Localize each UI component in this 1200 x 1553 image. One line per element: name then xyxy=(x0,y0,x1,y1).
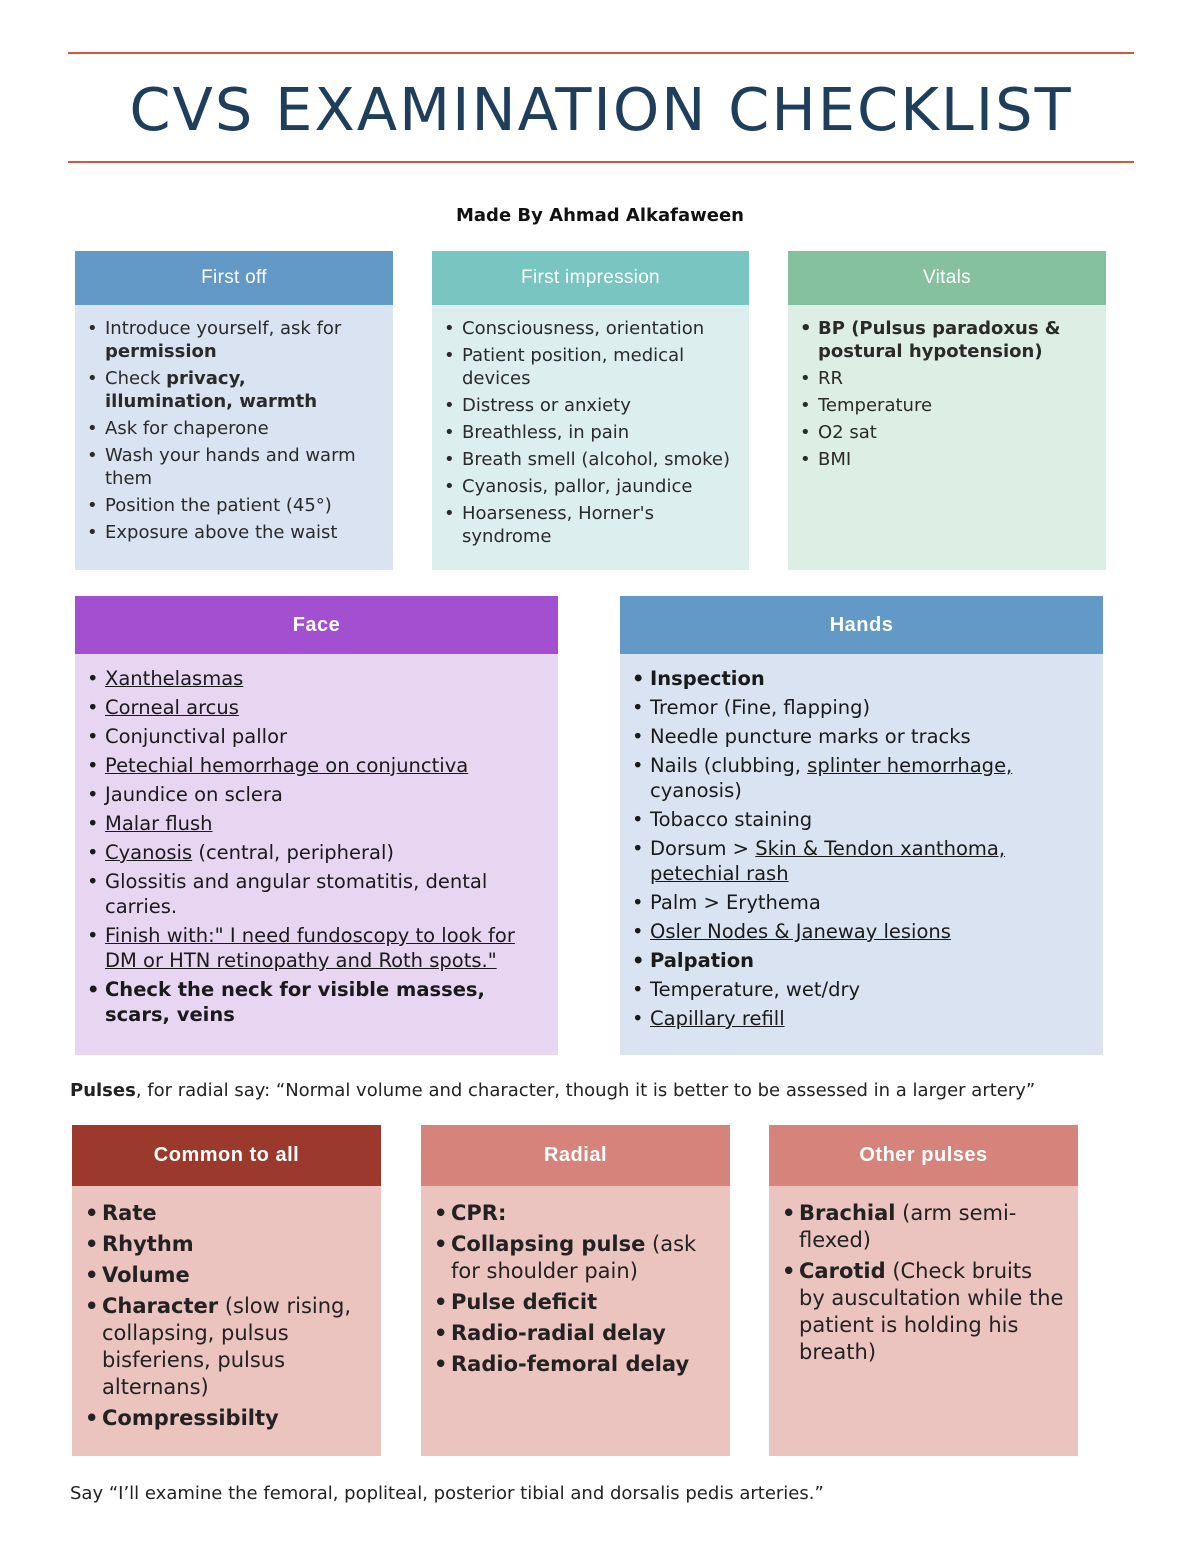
other-pulses-box xyxy=(769,1125,1078,1456)
list-item: • Radio-radial delay xyxy=(451,1320,716,1347)
list-item: • Breathless, in pain xyxy=(462,421,735,444)
first-impression-list xyxy=(432,305,749,548)
list-item: • Dorsum > Skin & Tendon xanthoma, petechial rash xyxy=(650,836,1087,886)
bottom-rule xyxy=(68,161,1134,163)
list-item: • Conjunctival pallor xyxy=(105,724,542,749)
list-item: • Temperature xyxy=(818,394,1092,417)
list-item: • Osler Nodes & Janeway lesions xyxy=(650,919,1087,944)
first-impression-box xyxy=(432,251,749,570)
list-item: • Pulse deficit xyxy=(451,1289,716,1316)
list-item: • Brachial (arm semi-flexed) xyxy=(799,1200,1064,1254)
list-item: • Rate xyxy=(102,1200,367,1227)
list-item: • Position the patient (45°) xyxy=(105,494,379,517)
list-item: • Breath smell (alcohol, smoke) xyxy=(462,448,735,471)
list-item: • Check privacy, illumination, warmth xyxy=(105,367,379,413)
first-impression-heading: First impression xyxy=(432,251,749,305)
hands-list xyxy=(620,654,1103,1031)
list-item: • Volume xyxy=(102,1262,367,1289)
list-item: • Petechial hemorrhage on conjunctiva xyxy=(105,753,542,778)
list-item: • Palpation xyxy=(650,948,1087,973)
list-item: • Compressibilty xyxy=(102,1405,367,1432)
list-item: • Distress or anxiety xyxy=(462,394,735,417)
list-item: • Cyanosis (central, peripheral) xyxy=(105,840,542,865)
list-item: • Character (slow rising, collapsing, pulsus bisferiens, pulsus alternans) xyxy=(102,1293,367,1401)
list-item: • Tobacco staining xyxy=(650,807,1087,832)
hands-box xyxy=(620,596,1103,1055)
pulses-note: Pulses, for radial say: “Normal volume and character, though it is better to be assessed in a larger artery” xyxy=(70,1080,1036,1101)
list-item: • Cyanosis, pallor, jaundice xyxy=(462,475,735,498)
list-item: • Temperature, wet/dry xyxy=(650,977,1087,1002)
list-item: • Jaundice on sclera xyxy=(105,782,542,807)
footer-note: Say “I’ll examine the femoral, popliteal, posterior tibial and dorsalis pedis arteries.” xyxy=(70,1483,824,1504)
list-item: • Nails (clubbing, splinter hemorrhage, cyanosis) xyxy=(650,753,1087,803)
author-line: Made By Ahmad Alkafaween xyxy=(456,205,744,226)
list-item: • Carotid (Check bruits by auscultation while the patient is holding his breath) xyxy=(799,1258,1064,1366)
list-item: • BMI xyxy=(818,448,1092,471)
list-item: • Consciousness, orientation xyxy=(462,317,735,340)
vitals-heading: Vitals xyxy=(788,251,1106,305)
list-item: • Xanthelasmas xyxy=(105,666,542,691)
list-item: • Rhythm xyxy=(102,1231,367,1258)
list-item: • O2 sat xyxy=(818,421,1092,444)
list-item: • Finish with:" I need fundoscopy to look for DM or HTN retinopathy and Roth spots." xyxy=(105,923,542,973)
list-item: • CPR: xyxy=(451,1200,716,1227)
list-item: • Malar flush xyxy=(105,811,542,836)
radial-box xyxy=(421,1125,730,1456)
vitals-list xyxy=(788,305,1106,471)
other-pulses-heading: Other pulses xyxy=(769,1125,1078,1186)
first-off-heading: First off xyxy=(75,251,393,305)
list-item: • Needle puncture marks or tracks xyxy=(650,724,1087,749)
list-item: • Glossitis and angular stomatitis, dental carries. xyxy=(105,869,542,919)
first-off-list xyxy=(75,305,393,544)
list-item: • Radio-femoral delay xyxy=(451,1351,716,1378)
face-heading: Face xyxy=(75,596,558,654)
page-title: CVS EXAMINATION CHECKLIST xyxy=(129,75,1073,144)
face-box xyxy=(75,596,558,1055)
other-pulses-list xyxy=(769,1186,1078,1366)
list-item: • Collapsing pulse (ask for shoulder pain) xyxy=(451,1231,716,1285)
common-list xyxy=(72,1186,381,1432)
face-list xyxy=(75,654,558,1027)
list-item: • Ask for chaperone xyxy=(105,417,379,440)
radial-heading: Radial xyxy=(421,1125,730,1186)
vitals-box xyxy=(788,251,1106,570)
list-item: • Exposure above the waist xyxy=(105,521,379,544)
list-item: • RR xyxy=(818,367,1092,390)
list-item: • Check the neck for visible masses, scars, veins xyxy=(105,977,542,1027)
hands-heading: Hands xyxy=(620,596,1103,654)
list-item: • Hoarseness, Horner's syndrome xyxy=(462,502,735,548)
list-item: • BP (Pulsus paradoxus & postural hypotension) xyxy=(818,317,1092,363)
list-item: • Capillary refill xyxy=(650,1006,1087,1031)
list-item: • Palm > Erythema xyxy=(650,890,1087,915)
radial-list xyxy=(421,1186,730,1378)
common-box xyxy=(72,1125,381,1456)
list-item: • Corneal arcus xyxy=(105,695,542,720)
list-item: • Tremor (Fine, flapping) xyxy=(650,695,1087,720)
list-item: • Patient position, medical devices xyxy=(462,344,735,390)
common-heading: Common to all xyxy=(72,1125,381,1186)
list-item: • Wash your hands and warm them xyxy=(105,444,379,490)
list-item: • Introduce yourself, ask for permission xyxy=(105,317,379,363)
list-item: • Inspection xyxy=(650,666,1087,691)
first-off-box xyxy=(75,251,393,570)
top-rule xyxy=(68,52,1134,54)
